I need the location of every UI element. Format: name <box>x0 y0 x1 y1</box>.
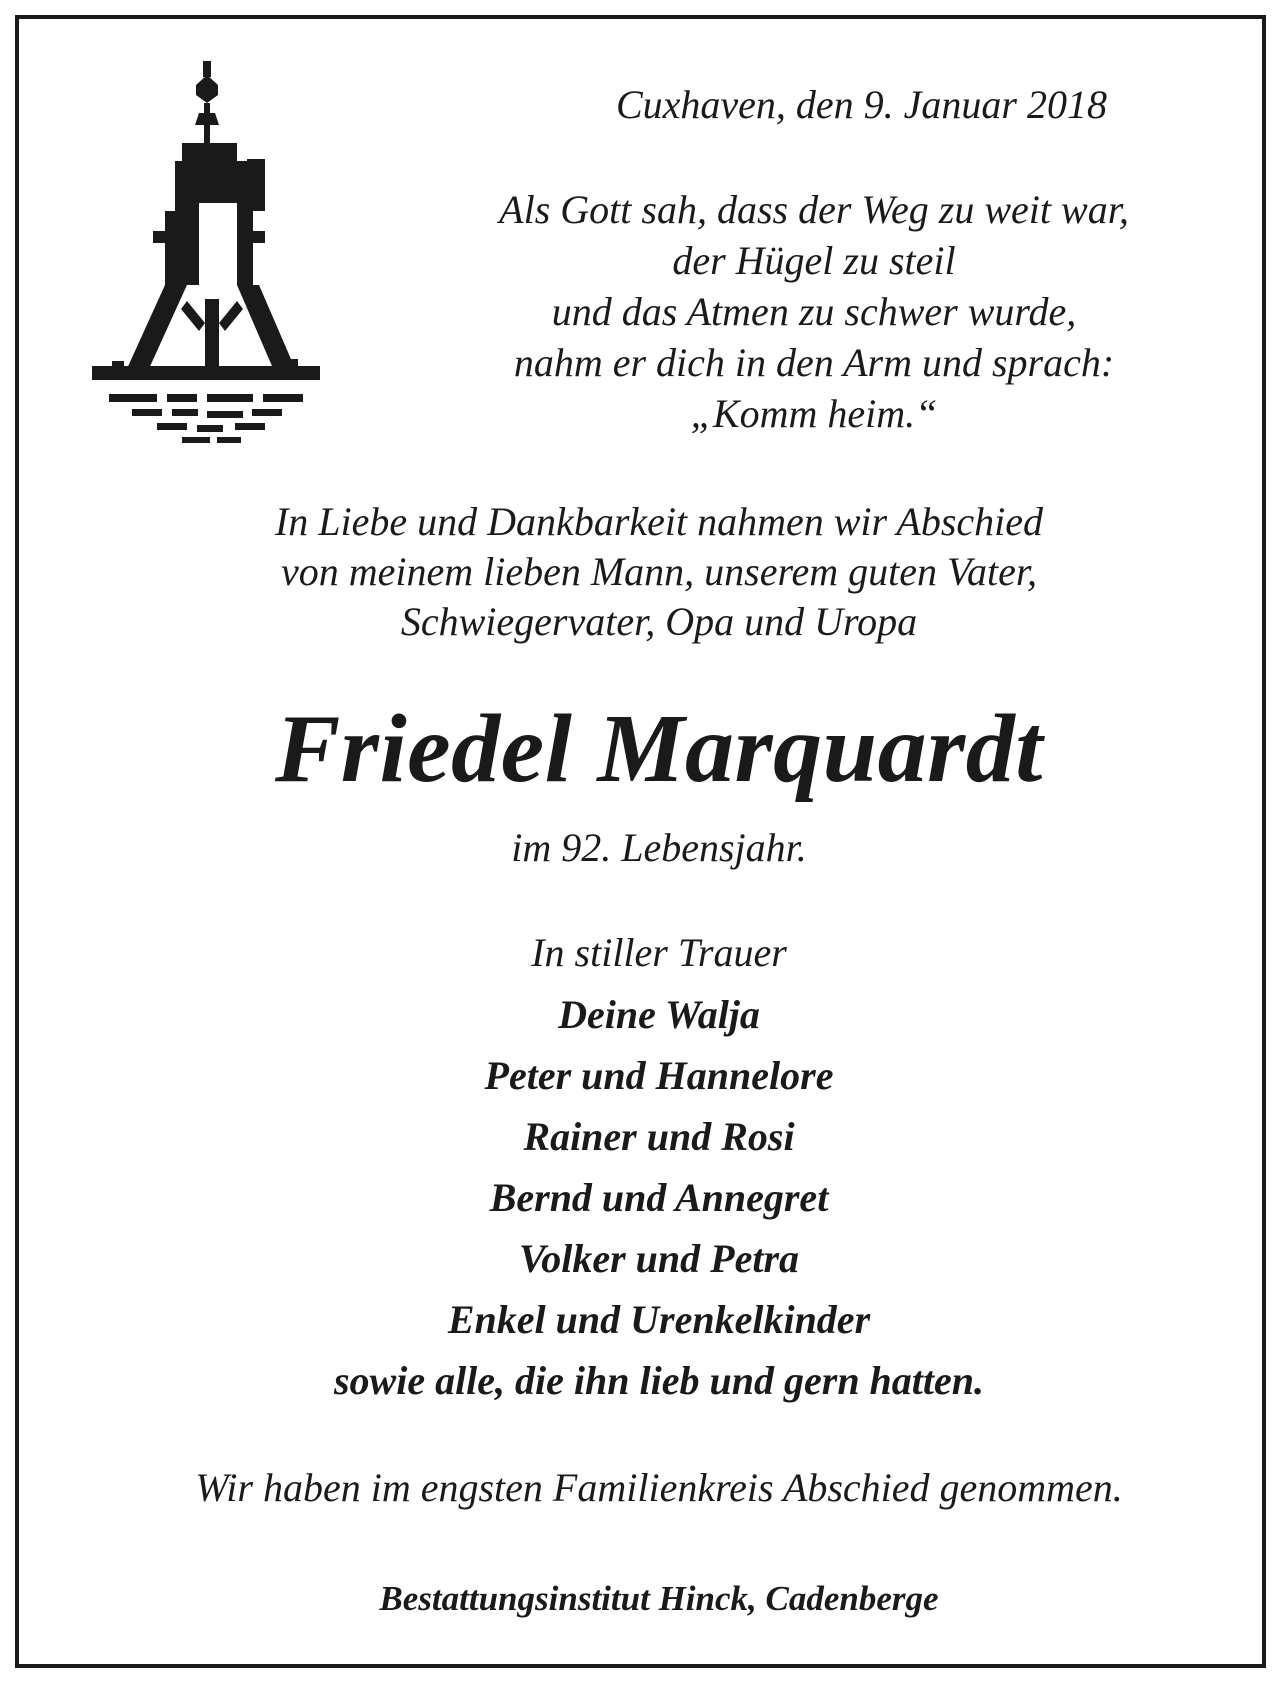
mourning-line: In stiller Trauer <box>531 930 787 975</box>
place-date: Cuxhaven, den 9. Januar 2018 <box>615 82 1107 127</box>
family-member: Deine Walja <box>558 992 760 1037</box>
poem <box>404 184 1224 439</box>
family-member: Rainer und Rosi <box>523 1114 795 1159</box>
farewell-line: Wir haben im engsten Familienkreis Abschied genommen. <box>195 1465 1123 1510</box>
poem-line: der Hügel zu steil <box>672 238 956 283</box>
poem-line: Als Gott sah, dass der Weg zu weit war, <box>499 187 1129 232</box>
family-member: sowie alle, die ihn lieb und gern hatten. <box>333 1358 985 1403</box>
poem-line: „Komm heim.“ <box>690 391 938 436</box>
poem-line: und das Atmen zu schwer wurde, <box>551 289 1077 334</box>
family-member: Bernd und Annegret <box>489 1175 829 1220</box>
family-member: Peter und Hannelore <box>484 1053 834 1098</box>
intro-line: Schwiegervater, Opa und Uropa <box>400 599 918 644</box>
kugelbake-beacon-icon <box>87 61 337 471</box>
intro-line: In Liebe und Dankbarkeit nahmen wir Abschied <box>274 499 1044 544</box>
intro-text <box>109 497 1209 647</box>
poem-line: nahm er dich in den Arm und sprach: <box>513 340 1115 385</box>
deceased-name: Friedel Marquardt <box>274 695 1044 803</box>
undertaker-credit: Bestattungsinstitut Hinck, Cadenberge <box>379 1579 939 1618</box>
family-member: Volker und Petra <box>518 1236 800 1281</box>
family-member: Enkel und Urenkelkinder <box>447 1297 871 1342</box>
family-list <box>59 984 1259 1411</box>
intro-line: von meinem lieben Mann, unserem guten Vater, <box>280 549 1038 594</box>
obituary-frame <box>15 15 1266 1668</box>
age-line: im 92. Lebensjahr. <box>511 825 807 870</box>
